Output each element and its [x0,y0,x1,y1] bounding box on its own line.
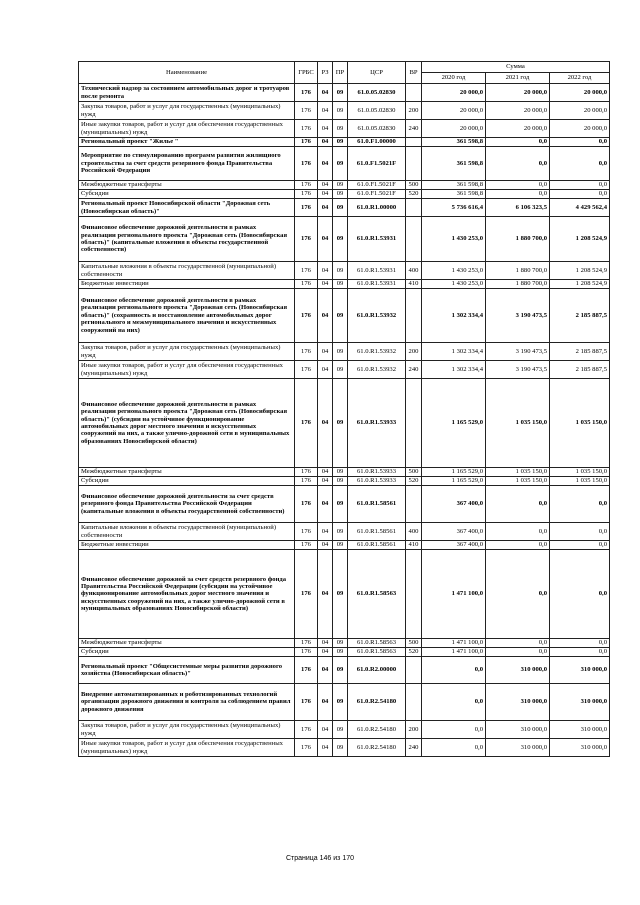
cell-csr: 61.0.R1.53933 [348,379,406,468]
cell-y2020: 1 165 529,0 [422,468,486,477]
col-2021-header: 2021 год [486,73,550,84]
cell-y2021: 310 000,0 [486,721,550,739]
cell-y2020: 1 165 529,0 [422,477,486,486]
table-row [79,262,610,280]
cell-name: Субсидии [79,648,295,657]
cell-pr: 09 [333,138,348,147]
cell-y2022: 2 185 887,5 [550,343,610,361]
cell-vr [406,84,422,102]
table-row [79,102,610,120]
cell-y2020: 0,0 [422,684,486,721]
cell-y2020: 1 471 100,0 [422,648,486,657]
cell-y2020: 1 430 253,0 [422,262,486,280]
cell-y2020: 20 000,0 [422,102,486,120]
cell-y2022: 1 035 150,0 [550,477,610,486]
cell-csr: 61.0.R1.58563 [348,648,406,657]
cell-csr: 61.0.F1.5021F [348,181,406,190]
cell-y2022: 20 000,0 [550,102,610,120]
cell-vr: 240 [406,120,422,138]
cell-y2020: 361 598,8 [422,181,486,190]
cell-y2020: 361 598,8 [422,138,486,147]
cell-name: Межбюджетные трансферты [79,468,295,477]
cell-csr: 61.0.R1.53933 [348,477,406,486]
cell-y2020: 1 471 100,0 [422,550,486,639]
cell-csr: 61.0.R1.53932 [348,343,406,361]
cell-y2021: 3 190 473,5 [486,361,550,379]
cell-y2020: 1 302 334,4 [422,343,486,361]
cell-csr: 61.0.R1.53931 [348,280,406,289]
cell-y2021: 0,0 [486,486,550,523]
cell-pr: 09 [333,147,348,181]
cell-y2021: 0,0 [486,138,550,147]
cell-grbs: 176 [295,361,318,379]
cell-pr: 09 [333,721,348,739]
cell-pr: 09 [333,639,348,648]
cell-rz: 04 [318,541,333,550]
cell-vr [406,138,422,147]
cell-pr: 09 [333,262,348,280]
cell-name: Межбюджетные трансферты [79,181,295,190]
table-row [79,468,610,477]
cell-csr: 61.0.R1.53931 [348,217,406,262]
col-rz-header: РЗ [318,62,333,84]
cell-y2021: 3 190 473,5 [486,289,550,343]
cell-csr: 61.0.R2.54180 [348,721,406,739]
cell-name: Финансовое обеспечение дорожной деятельности в рамках реализации регионального проекта "Дорожная сеть (Новосибирская область)" (капитальные вложения в объекты государственной собственности) [79,217,295,262]
table-row [79,199,610,217]
table-row [79,739,610,757]
cell-rz: 04 [318,181,333,190]
cell-y2021: 310 000,0 [486,684,550,721]
cell-grbs: 176 [295,138,318,147]
cell-rz: 04 [318,102,333,120]
cell-y2022: 1 035 150,0 [550,379,610,468]
cell-pr: 09 [333,289,348,343]
cell-y2020: 0,0 [422,739,486,757]
cell-grbs: 176 [295,280,318,289]
cell-y2021: 0,0 [486,648,550,657]
cell-pr: 09 [333,343,348,361]
cell-pr: 09 [333,361,348,379]
cell-grbs: 176 [295,468,318,477]
table-row [79,648,610,657]
cell-y2020: 20 000,0 [422,84,486,102]
cell-grbs: 176 [295,657,318,684]
cell-y2020: 5 736 616,4 [422,199,486,217]
cell-y2021: 1 035 150,0 [486,477,550,486]
cell-rz: 04 [318,289,333,343]
cell-csr: 61.0.R1.58561 [348,541,406,550]
cell-y2022: 0,0 [550,190,610,199]
cell-name: Технический надзор за состоянием автомобильных дорог и тротуаров после ремонта [79,84,295,102]
cell-csr: 61.0.R1.53932 [348,361,406,379]
cell-vr [406,217,422,262]
cell-rz: 04 [318,147,333,181]
cell-csr: 61.0.R1.53932 [348,289,406,343]
table-row [79,721,610,739]
table-row [79,343,610,361]
cell-name: Закупка товаров, работ и услуг для государственных (муниципальных) нужд [79,102,295,120]
cell-name: Внедрение автоматизированных и роботизированных технологий организации дорожного движения и контроля за соблюдением правил дорожного движения [79,684,295,721]
cell-rz: 04 [318,550,333,639]
cell-y2022: 1 035 150,0 [550,468,610,477]
cell-name: Мероприятие по стимулированию программ развития жилищного строительства за счет средств резервного фонда Правительства Российской Федерации [79,147,295,181]
cell-y2021: 3 190 473,5 [486,343,550,361]
cell-name: Иные закупки товаров, работ и услуг для обеспечения государственных (муниципальных) нужд [79,120,295,138]
cell-grbs: 176 [295,721,318,739]
cell-vr [406,199,422,217]
cell-rz: 04 [318,379,333,468]
cell-y2021: 0,0 [486,190,550,199]
cell-y2022: 2 185 887,5 [550,361,610,379]
cell-y2021: 0,0 [486,550,550,639]
cell-y2021: 20 000,0 [486,84,550,102]
cell-name: Финансовое обеспечение дорожной за счет средств резервного фонда Правительства Российской Федерации (субсидии на устойчивое функционирование автомобильных дорог местного значения и искусственных сооружений на них, а также улично-дорожной сети в муниципальных образованиях Новосибирской области) [79,550,295,639]
cell-vr: 240 [406,361,422,379]
cell-grbs: 176 [295,684,318,721]
cell-y2022: 310 000,0 [550,657,610,684]
col-name-header: Наименование [79,62,295,84]
cell-pr: 09 [333,523,348,541]
cell-y2020: 367 400,0 [422,541,486,550]
cell-csr: 61.0.R2.54180 [348,739,406,757]
table-row [79,477,610,486]
cell-rz: 04 [318,657,333,684]
col-2022-header: 2022 год [550,73,610,84]
cell-grbs: 176 [295,486,318,523]
cell-grbs: 176 [295,84,318,102]
cell-vr: 200 [406,721,422,739]
cell-csr: 61.0.R1.58561 [348,486,406,523]
col-grbs-header: ГРБС [295,62,318,84]
cell-y2020: 0,0 [422,721,486,739]
cell-y2021: 20 000,0 [486,102,550,120]
cell-y2022: 20 000,0 [550,84,610,102]
cell-y2021: 6 106 323,5 [486,199,550,217]
cell-grbs: 176 [295,289,318,343]
cell-csr: 61.0.R2.54180 [348,684,406,721]
cell-csr: 61.0.05.02830 [348,84,406,102]
cell-rz: 04 [318,468,333,477]
table-row [79,84,610,102]
col-sum-header: Сумма [422,62,610,73]
cell-y2021: 1 880 700,0 [486,262,550,280]
cell-y2022: 0,0 [550,541,610,550]
cell-name: Субсидии [79,477,295,486]
cell-y2022: 0,0 [550,138,610,147]
cell-vr [406,684,422,721]
cell-vr: 200 [406,343,422,361]
cell-grbs: 176 [295,477,318,486]
cell-rz: 04 [318,648,333,657]
cell-vr [406,486,422,523]
cell-pr: 09 [333,280,348,289]
cell-vr: 400 [406,523,422,541]
cell-rz: 04 [318,138,333,147]
cell-name: Иные закупки товаров, работ и услуг для обеспечения государственных (муниципальных) нужд [79,361,295,379]
cell-vr: 500 [406,639,422,648]
cell-rz: 04 [318,639,333,648]
cell-csr: 61.0.R1.58563 [348,639,406,648]
cell-y2021: 1 880 700,0 [486,217,550,262]
cell-csr: 61.0.R1.58561 [348,523,406,541]
col-csr-header: ЦСР [348,62,406,84]
cell-y2022: 310 000,0 [550,739,610,757]
cell-grbs: 176 [295,379,318,468]
cell-pr: 09 [333,379,348,468]
cell-name: Закупка товаров, работ и услуг для государственных (муниципальных) нужд [79,343,295,361]
table-row [79,181,610,190]
cell-y2020: 20 000,0 [422,120,486,138]
cell-grbs: 176 [295,550,318,639]
cell-vr: 240 [406,739,422,757]
cell-name: Межбюджетные трансферты [79,639,295,648]
cell-name: Финансовое обеспечение дорожной деятельности в рамках реализации регионального проекта "Дорожная сеть (Новосибирская область)" (сохранность и восстановление автомобильных дорог регионального и межмуниципального значения и искусственных сооружений на них) [79,289,295,343]
table-row [79,684,610,721]
cell-rz: 04 [318,199,333,217]
cell-y2021: 1 035 150,0 [486,379,550,468]
cell-name: Финансовое обеспечение дорожной деятельности в рамках реализации регионального проекта "Дорожная сеть (Новосибирская область)" (субсидии на устойчивое функционирование автомобильных дорог местного значения и искусственных сооружений на них, а также улично-дорожной сети в муниципальных образованиях Новосибирской области) [79,379,295,468]
cell-y2022: 0,0 [550,523,610,541]
cell-y2022: 0,0 [550,147,610,181]
cell-vr: 410 [406,280,422,289]
budget-table [78,61,610,757]
cell-y2020: 361 598,8 [422,190,486,199]
table-row [79,138,610,147]
cell-y2021: 1 880 700,0 [486,280,550,289]
cell-vr: 500 [406,468,422,477]
cell-pr: 09 [333,199,348,217]
cell-y2021: 0,0 [486,181,550,190]
table-header [79,62,610,84]
cell-y2022: 20 000,0 [550,120,610,138]
cell-name: Бюджетные инвестиции [79,541,295,550]
table-body [79,84,610,757]
cell-y2022: 0,0 [550,486,610,523]
cell-vr [406,147,422,181]
cell-grbs: 176 [295,190,318,199]
cell-grbs: 176 [295,217,318,262]
cell-y2020: 1 430 253,0 [422,217,486,262]
cell-vr: 520 [406,648,422,657]
table-row [79,379,610,468]
table-row [79,217,610,262]
cell-y2021: 0,0 [486,147,550,181]
cell-y2020: 361 598,8 [422,147,486,181]
cell-vr [406,379,422,468]
table-row [79,280,610,289]
cell-name: Региональный проект "Жилье " [79,138,295,147]
cell-name: Закупка товаров, работ и услуг для государственных (муниципальных) нужд [79,721,295,739]
cell-grbs: 176 [295,648,318,657]
cell-csr: 61.0.R1.58563 [348,550,406,639]
table-row [79,657,610,684]
cell-rz: 04 [318,477,333,486]
cell-rz: 04 [318,280,333,289]
cell-y2020: 367 400,0 [422,523,486,541]
cell-y2020: 1 471 100,0 [422,639,486,648]
table-row [79,120,610,138]
table-row [79,486,610,523]
cell-y2020: 1 302 334,4 [422,361,486,379]
table-row [79,541,610,550]
col-vr-header: ВР [406,62,422,84]
cell-rz: 04 [318,217,333,262]
cell-y2022: 0,0 [550,648,610,657]
cell-y2020: 1 165 529,0 [422,379,486,468]
col-2020-header: 2020 год [422,73,486,84]
cell-y2020: 0,0 [422,657,486,684]
cell-rz: 04 [318,523,333,541]
table-row [79,523,610,541]
cell-grbs: 176 [295,343,318,361]
cell-pr: 09 [333,648,348,657]
cell-name: Иные закупки товаров, работ и услуг для обеспечения государственных (муниципальных) нужд [79,739,295,757]
cell-vr [406,550,422,639]
cell-y2022: 310 000,0 [550,684,610,721]
cell-vr: 520 [406,477,422,486]
cell-name: Региональный проект Новосибирской области "Дорожная сеть (Новосибирская область)" [79,199,295,217]
cell-name: Финансовое обеспечение дорожной деятельности за счет средств резервного фонда Правительства Российской Федерации (капитальные вложения в объекты государственной собственности) [79,486,295,523]
cell-pr: 09 [333,541,348,550]
cell-pr: 09 [333,486,348,523]
cell-rz: 04 [318,721,333,739]
cell-csr: 61.0.F1.5021F [348,147,406,181]
cell-grbs: 176 [295,639,318,648]
cell-name: Субсидии [79,190,295,199]
cell-pr: 09 [333,468,348,477]
cell-pr: 09 [333,217,348,262]
cell-rz: 04 [318,84,333,102]
table-row [79,550,610,639]
cell-rz: 04 [318,343,333,361]
cell-y2022: 4 429 562,4 [550,199,610,217]
cell-csr: 61.0.F1.5021F [348,190,406,199]
cell-y2022: 0,0 [550,639,610,648]
cell-csr: 61.0.05.02830 [348,102,406,120]
cell-pr: 09 [333,84,348,102]
cell-vr: 400 [406,262,422,280]
cell-rz: 04 [318,190,333,199]
cell-csr: 61.0.R1.53931 [348,262,406,280]
cell-csr: 61.0.05.02830 [348,120,406,138]
cell-grbs: 176 [295,102,318,120]
cell-pr: 09 [333,181,348,190]
cell-grbs: 176 [295,739,318,757]
cell-y2020: 367 400,0 [422,486,486,523]
cell-csr: 61.0.F1.00000 [348,138,406,147]
cell-name: Капитальные вложения в объекты государственной (муниципальной) собственности [79,262,295,280]
cell-y2022: 0,0 [550,181,610,190]
cell-y2021: 1 035 150,0 [486,468,550,477]
cell-csr: 61.0.R2.00000 [348,657,406,684]
cell-y2021: 310 000,0 [486,739,550,757]
cell-pr: 09 [333,102,348,120]
cell-vr [406,657,422,684]
cell-pr: 09 [333,550,348,639]
cell-vr: 200 [406,102,422,120]
cell-rz: 04 [318,361,333,379]
cell-vr [406,289,422,343]
cell-grbs: 176 [295,523,318,541]
cell-vr: 410 [406,541,422,550]
cell-rz: 04 [318,739,333,757]
cell-y2021: 20 000,0 [486,120,550,138]
cell-pr: 09 [333,120,348,138]
cell-pr: 09 [333,657,348,684]
cell-y2021: 0,0 [486,523,550,541]
cell-y2021: 0,0 [486,639,550,648]
cell-y2020: 1 302 334,4 [422,289,486,343]
cell-grbs: 176 [295,120,318,138]
table-row [79,147,610,181]
cell-csr: 61.0.R1.53933 [348,468,406,477]
cell-rz: 04 [318,684,333,721]
table-row [79,289,610,343]
cell-grbs: 176 [295,199,318,217]
cell-rz: 04 [318,262,333,280]
cell-rz: 04 [318,120,333,138]
cell-y2022: 2 185 887,5 [550,289,610,343]
cell-csr: 61.0.R1.00000 [348,199,406,217]
cell-grbs: 176 [295,541,318,550]
cell-y2022: 1 208 524,9 [550,217,610,262]
cell-y2022: 1 208 524,9 [550,262,610,280]
cell-y2022: 1 208 524,9 [550,280,610,289]
cell-y2020: 1 430 253,0 [422,280,486,289]
cell-y2021: 0,0 [486,541,550,550]
cell-y2022: 310 000,0 [550,721,610,739]
table-row [79,639,610,648]
cell-name: Региональный проект "Общесистемные меры развития дорожного хозяйства (Новосибирская область)" [79,657,295,684]
page-number: Страница 146 из 170 [285,855,355,862]
cell-rz: 04 [318,486,333,523]
cell-pr: 09 [333,684,348,721]
cell-grbs: 176 [295,262,318,280]
cell-y2022: 0,0 [550,550,610,639]
cell-pr: 09 [333,477,348,486]
cell-y2021: 310 000,0 [486,657,550,684]
cell-grbs: 176 [295,147,318,181]
table-row [79,190,610,199]
cell-vr: 500 [406,181,422,190]
cell-pr: 09 [333,190,348,199]
col-pr-header: ПР [333,62,348,84]
cell-pr: 09 [333,739,348,757]
table-row [79,361,610,379]
cell-vr: 520 [406,190,422,199]
cell-name: Бюджетные инвестиции [79,280,295,289]
cell-grbs: 176 [295,181,318,190]
cell-name: Капитальные вложения в объекты государственной (муниципальной) собственности [79,523,295,541]
